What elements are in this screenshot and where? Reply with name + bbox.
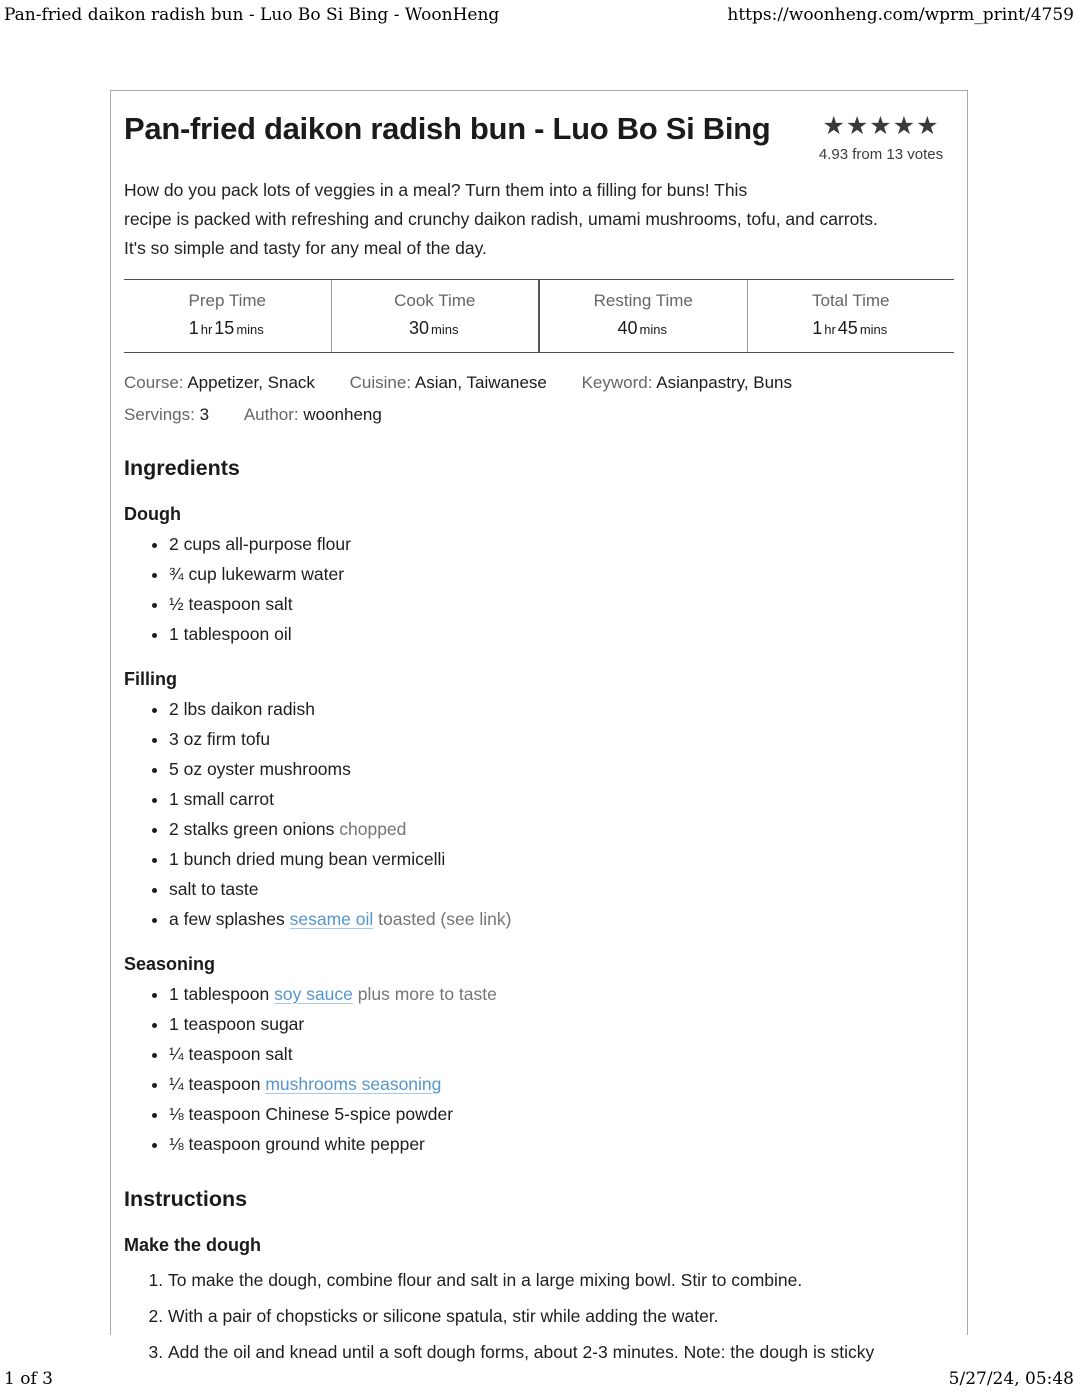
ingredient-text: ⅛ teaspoon ground white pepper <box>169 1134 425 1154</box>
time-unit: mins <box>236 321 264 337</box>
times-table <box>124 279 954 353</box>
recipe-description <box>124 176 954 263</box>
ingredient-item <box>169 592 954 616</box>
prep-time <box>124 280 331 352</box>
meta-author <box>244 404 382 425</box>
instruction-group-heading: Make the dough <box>124 1235 262 1255</box>
time-label: Total Time <box>812 290 890 310</box>
meta-row <box>124 372 954 393</box>
instructions-heading: Instructions <box>124 1187 248 1211</box>
meta-cuisine <box>350 372 547 393</box>
time-label: Cook Time <box>394 290 476 310</box>
ingredient-link[interactable]: sesame oil <box>289 909 374 929</box>
ingredient-item <box>169 787 954 811</box>
total-time <box>747 280 955 352</box>
ingredient-item <box>169 1102 954 1126</box>
meta-label: Course: <box>124 372 184 392</box>
time-label: Prep Time <box>188 290 266 310</box>
ingredient-text: a few splashes <box>169 909 290 929</box>
time-unit: hr <box>824 321 836 337</box>
ingredient-text: ¼ teaspoon salt <box>169 1044 293 1064</box>
instruction-step: 1. To make the dough, combine flour and salt in a large mixing bowl. Stir to combine. <box>168 1268 954 1292</box>
ingredient-note: toasted (see link) <box>373 909 512 929</box>
meta-keyword <box>582 372 792 393</box>
recipe-card <box>110 90 968 1362</box>
meta-servings <box>124 404 209 425</box>
instruction-step-list <box>124 1268 954 1364</box>
cook-time <box>331 280 539 352</box>
meta-value: Appetizer, Snack <box>187 372 315 392</box>
ingredient-text: 2 lbs daikon radish <box>169 699 315 719</box>
time-value <box>124 318 331 339</box>
recipe-title: Pan-fried daikon radish bun - Luo Bo Si Bing <box>124 111 771 146</box>
ingredient-item <box>169 757 954 781</box>
ingredient-item <box>169 907 954 931</box>
print-header <box>4 5 1074 25</box>
ingredient-text: 5 oz oyster mushrooms <box>169 759 351 779</box>
star-rating-icon: ★★★★★ <box>822 112 940 140</box>
ingredient-text: ½ teaspoon salt <box>169 594 293 614</box>
ingredient-item <box>169 697 954 721</box>
ingredient-list <box>124 982 954 1156</box>
ingredient-groups <box>124 504 954 1156</box>
ingredient-item <box>169 532 954 556</box>
time-unit: mins <box>639 321 667 337</box>
time-value <box>540 318 747 339</box>
ingredient-item <box>169 1012 954 1036</box>
ingredient-item <box>169 622 954 646</box>
print-header-url: https://woonheng.com/wprm_print/4759 <box>727 5 1074 25</box>
ingredient-item <box>169 727 954 751</box>
description-line: recipe is packed with refreshing and crunchy daikon radish, umami mushrooms, tofu, and carrots. <box>124 208 878 229</box>
ingredient-list <box>124 697 954 931</box>
instruction-step: 2. With a pair of chopsticks or silicone spatula, stir while adding the water. <box>168 1304 954 1328</box>
rating-block <box>808 111 954 163</box>
meta-value: Asian, Taiwanese <box>414 372 547 392</box>
meta-label: Cuisine: <box>349 372 412 392</box>
meta-row <box>124 404 954 425</box>
ingredient-list <box>124 532 954 646</box>
meta-value: woonheng <box>303 404 382 424</box>
resting-time <box>538 280 747 352</box>
rating-votes: 4.93 from 13 votes <box>818 145 944 163</box>
ingredients-heading: Ingredients <box>124 456 240 480</box>
instruction-step: 3. Add the oil and knead until a soft dough forms, about 2-3 minutes. Note: the dough is sticky <box>168 1340 954 1364</box>
print-datetime: 5/27/24, 05:48 <box>948 1369 1074 1389</box>
recipe-meta <box>124 372 954 426</box>
meta-course <box>124 372 315 393</box>
ingredient-group-heading: Seasoning <box>124 954 216 974</box>
meta-label: Author: <box>243 404 299 424</box>
time-number: 40 <box>617 317 638 338</box>
meta-label: Keyword: <box>581 372 653 392</box>
ingredient-text: 2 cups all-purpose flour <box>169 534 351 554</box>
time-number: 1 <box>188 317 199 338</box>
description-line: How do you pack lots of veggies in a meal? Turn them into a filling for buns! This <box>124 179 748 200</box>
time-unit: mins <box>859 321 888 337</box>
time-number: 15 <box>214 317 235 338</box>
ingredient-link[interactable]: soy sauce <box>274 984 353 1004</box>
ingredient-item <box>169 817 954 841</box>
ingredient-item <box>169 1132 954 1156</box>
ingredient-note: plus more to taste <box>352 984 497 1004</box>
ingredient-text: 2 stalks green onions <box>169 819 340 839</box>
time-label: Resting Time <box>593 290 693 310</box>
time-number: 45 <box>837 317 858 338</box>
ingredient-group-heading: Filling <box>124 669 177 689</box>
instruction-groups <box>124 1235 954 1364</box>
time-unit: mins <box>431 321 459 337</box>
ingredient-text: ¼ teaspoon <box>169 1074 266 1094</box>
ingredient-item <box>169 982 954 1006</box>
time-number: 1 <box>812 317 823 338</box>
meta-value: 3 <box>199 404 210 424</box>
ingredient-text: ⅛ teaspoon Chinese 5-spice powder <box>169 1104 454 1124</box>
ingredient-item <box>169 877 954 901</box>
ingredient-item <box>169 562 954 586</box>
print-footer <box>4 1369 1074 1389</box>
ingredient-text: 1 teaspoon sugar <box>169 1014 305 1034</box>
page-number: 1 of 3 <box>4 1369 53 1389</box>
time-value <box>332 318 539 339</box>
ingredient-text: 1 bunch dried mung bean vermicelli <box>169 849 446 869</box>
ingredient-text: 1 small carrot <box>169 789 275 809</box>
ingredient-item <box>169 1042 954 1066</box>
ingredient-text: salt to taste <box>169 879 259 899</box>
time-value <box>748 318 955 339</box>
title-row <box>124 111 954 163</box>
meta-value: Asianpastry, Buns <box>656 372 793 392</box>
time-unit: hr <box>200 321 213 337</box>
meta-label: Servings: <box>124 404 195 424</box>
ingredient-text: ¾ cup lukewarm water <box>169 564 345 584</box>
ingredient-item <box>169 1072 954 1096</box>
ingredient-link[interactable]: mushrooms seasoning <box>265 1074 442 1094</box>
description-line: It's so simple and tasty for any meal of the day. <box>124 237 487 258</box>
time-number: 30 <box>409 317 430 338</box>
ingredient-text: 1 tablespoon <box>169 984 275 1004</box>
ingredient-item <box>169 847 954 871</box>
ingredient-text: 3 oz firm tofu <box>169 729 271 749</box>
ingredient-text: 1 tablespoon oil <box>169 624 292 644</box>
ingredient-note: chopped <box>339 819 407 839</box>
print-header-title: Pan-fried daikon radish bun - Luo Bo Si Bing - WoonHeng <box>4 5 500 25</box>
ingredient-group-heading: Dough <box>124 504 181 524</box>
